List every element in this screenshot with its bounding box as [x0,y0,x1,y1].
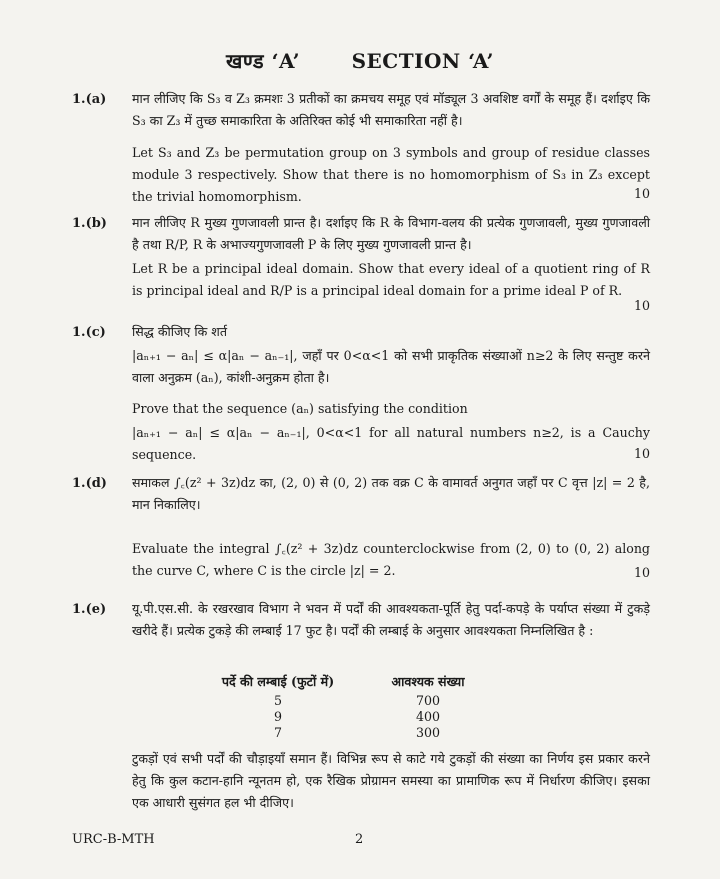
question-number-1a: 1.(a) [72,92,107,107]
section-header [0,47,720,74]
question-number-1e: 1.(e) [72,602,107,617]
curtain-requirement-table [198,670,498,740]
section-header-english: SECTION ‘A’ [351,49,494,73]
question-1e-hindi-intro: यू.पी.एस.सी. के रखरखाव विभाग ने भवन में पर्दों की आवश्यकता-पूर्ति हेतु पर्दा-कपड़े के पर्याप्त संख्या में टुकड़े खरीदे हैं। प्रत्येक टुकड़े की लम्बाई 17 फुट है। पर्दों की लम्बाई के अनुसार आवश्यकता निम्नलिखित है : [132,601,650,638]
question-1a-english: Let S₃ and Z₃ be permutation group on 3 symbols and group of residue classes module 3 respectively. Show that there is no homomorphism of S₃ in Z₃ except the trivial homomorphism. [132,145,650,204]
question-1c-marks: 10 [633,446,650,461]
question-1b-hindi: मान लीजिए R मुख्य गुणजावली प्रान्त है। दर्शाइए कि R के विभाग-वलय की प्रत्येक गुणजावली, मुख्य गुणजावली है तथा R/P, R के अभाज्यगुणजावली P के लिए मुख्य गुणजावली प्रान्त है। [132,215,650,252]
table-cell-number: 300 [415,724,441,740]
question-1d-hindi: समाकल ∫꜀(z² + 3z)dz का, (2, 0) से (0, 2) तक वक्र C के वामावर्त अनुगत जहाँ पर C वृत्त |z| = 2 है, मान निकालिए। [132,475,650,512]
question-1c-hindi-line1: सिद्ध कीजिए कि शर्त [132,324,228,339]
page-number: 2 [355,832,364,847]
question-1c-hindi-line2: |aₙ₊₁ − aₙ| ≤ α|aₙ − aₙ₋₁|, जहाँ पर 0<α<1 को सभी प्राकृतिक संख्याओं n≥2 के लिए सन्तुष्ट करने वाला अनुक्रम (aₙ), कांशी-अनुक्रम होता है। [132,348,650,385]
table-cell-number: 400 [415,708,441,724]
table-header-length: पर्दे की लम्बाई (फुटों में) [221,673,335,689]
table-row [198,708,498,724]
question-1c-english-line2: |aₙ₊₁ − aₙ| ≤ α|aₙ − aₙ₋₁|, 0<α<1 for all natural numbers n≥2, is a Cauchy sequence. [132,425,650,462]
question-1a-marks: 10 [633,186,650,201]
table-header [198,670,498,692]
question-1b-marks: 10 [633,298,650,313]
table-cell-length: 9 [273,708,282,724]
table-cell-length: 7 [273,724,282,740]
question-number-1d: 1.(d) [72,476,107,491]
question-1a-hindi: मान लीजिए कि S₃ व Z₃ क्रमशः 3 प्रतीकों का क्रमचय समूह एवं मॉड्यूल 3 अवशिष्ट वर्गों के समूह हैं। दर्शाइए कि S₃ का Z₃ में तुच्छ समाकारिता के अतिरिक्त कोई भी समाकारिता नहीं है। [132,91,650,128]
table-row [198,692,498,708]
table-cell-length: 5 [273,692,282,708]
section-header-hindi: खण्ड ‘A’ [226,49,301,73]
question-1b-english: Let R be a principal ideal domain. Show that every ideal of a quotient ring of R is principal ideal and R/P is a principal ideal domain for a prime ideal P of R. [132,261,650,298]
table-row [198,724,498,740]
paper-code: URC-B-MTH [72,832,155,847]
question-1d-english: Evaluate the integral ∫꜀(z² + 3z)dz counterclockwise from (2, 0) to (0, 2) along the curve C, where C is the circle |z| = 2. [132,541,650,578]
question-number-1c: 1.(c) [72,325,106,340]
question-1d-marks: 10 [633,565,650,580]
question-1c-english-line1: Prove that the sequence (aₙ) satisfying the condition [132,401,468,416]
question-1e-hindi-body: टुकड़ों एवं सभी पर्दों की चौड़ाइयाँ समान हैं। विभिन्न रूप से काटे गये टुकड़ों की संख्या का निर्णय इस प्रकार करने हेतु कि कुल कटान-हानि न्यूनतम हो, एक रैखिक प्रोग्रामन समस्या का प्रामाणिक रूप में निर्धारण कीजिए। इसका एक आधारी सुसंगत हल भी दीजिए। [132,751,650,810]
table-cell-number: 700 [415,692,441,708]
question-number-1b: 1.(b) [72,216,107,231]
table-header-number: आवश्यक संख्या [391,673,465,689]
